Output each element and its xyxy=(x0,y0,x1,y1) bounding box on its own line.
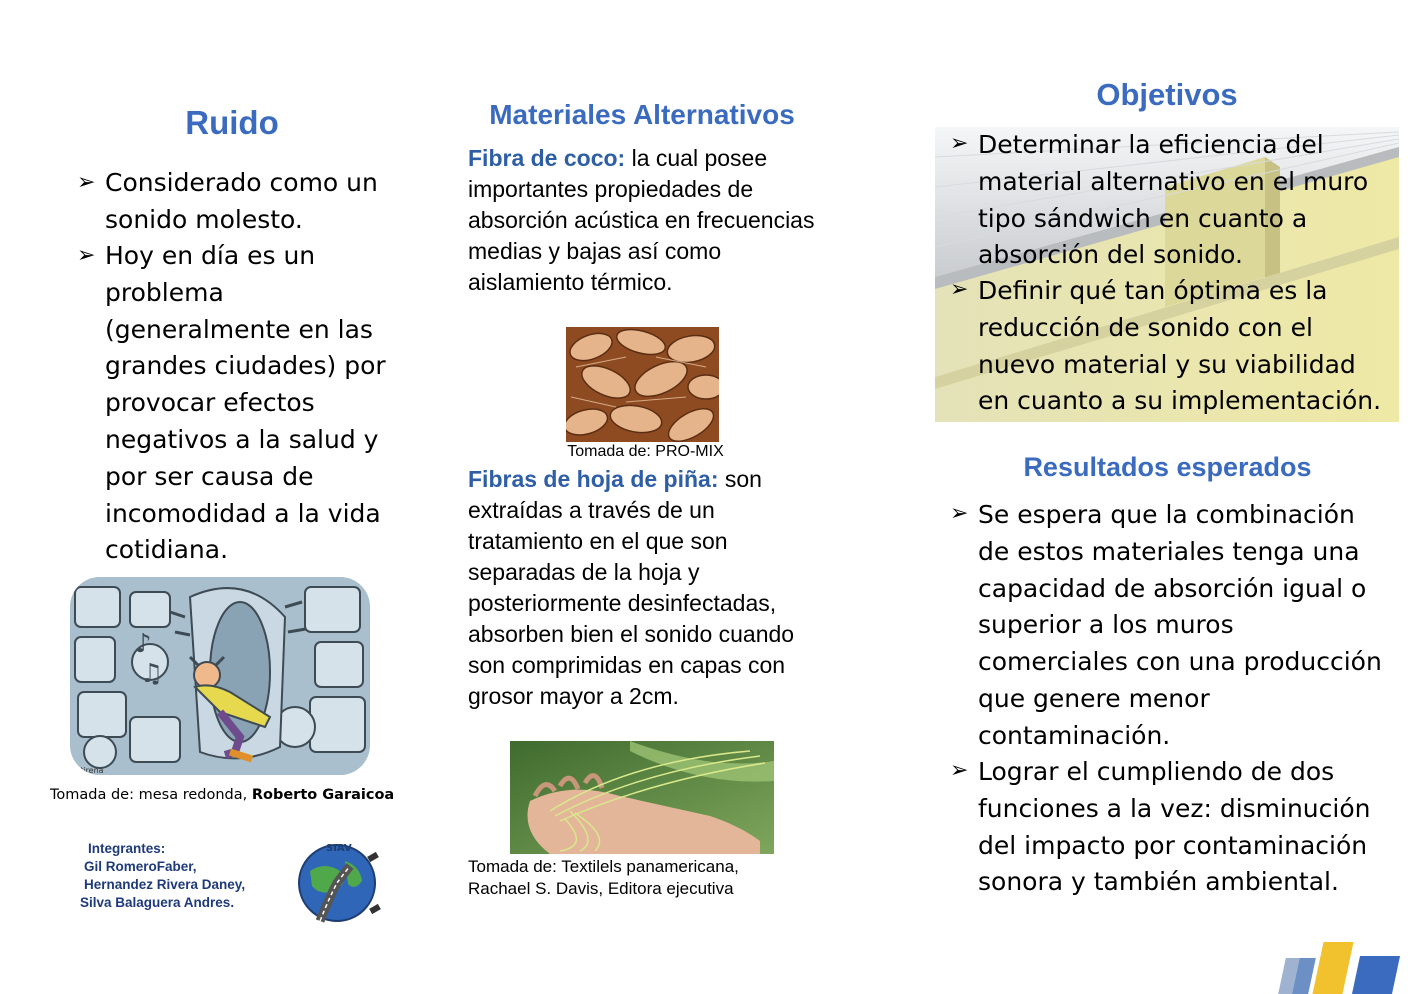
member-1: Gil RomeroFaber, xyxy=(84,859,197,874)
arrow-bullet-icon: ➢ xyxy=(950,277,969,302)
bullet-text: Considerado como un sonido molesto. xyxy=(105,168,378,234)
caption-author: Roberto Garaicoa xyxy=(251,787,395,803)
institution-seal xyxy=(290,836,385,926)
objective-2 xyxy=(950,273,1390,423)
arrow-bullet-icon: ➢ xyxy=(77,170,96,195)
result-text: Lograr el cumpliendo de dos funciones a la vez: disminución del impacto por contaminación sonora y también ambiental. xyxy=(978,757,1371,897)
objetivos-title: Objetivos xyxy=(1096,77,1238,112)
resultados-title: Resultados esperados xyxy=(1023,452,1312,482)
bullet-ruido-2 xyxy=(77,238,387,568)
hand-fiber-icon xyxy=(510,741,774,854)
arrow-bullet-icon: ➢ xyxy=(950,501,969,526)
arrow-bullet-icon: ➢ xyxy=(77,243,96,268)
coco-text: la cual posee importantes propiedades de absorción acústica en frecuencias medias y bajas así como aislamiento térmico. xyxy=(468,145,815,295)
coco-caption: Tomada de: PRO-MIX xyxy=(567,443,724,460)
member-3: Silva Balaguera Andres. xyxy=(80,895,235,910)
result-text: Se espera que la combinación de estos materiales tenga una capacidad de absorción igual o superior a los muros comerciales con una producción que genere menor contaminación. xyxy=(978,500,1382,750)
pina-fiber-image xyxy=(510,741,774,854)
objective-text: Determinar la eficiencia del material alternativo en el muro tipo sándwich en cuanto a absorción del sonido. xyxy=(978,130,1369,270)
svg-text:SIAV: SIAV xyxy=(326,843,352,854)
logo-bar-blue xyxy=(1352,956,1400,994)
cartoon-noise-image xyxy=(70,577,370,775)
pina-caption-line-1: Tomada de: Textilels panamericana, xyxy=(468,857,739,876)
bullet-text: Hoy en día es un problema (generalmente en las grandes ciudades) por provocar efectos negativos a la salud y por ser causa de incomodidad a la vida cotidiana. xyxy=(105,241,386,565)
result-1 xyxy=(950,497,1390,750)
members-label: Integrantes: xyxy=(88,841,166,856)
coco-paragraph xyxy=(468,143,823,298)
cartoon-noise-icon xyxy=(70,577,370,775)
globe-road-icon xyxy=(290,836,385,926)
arrow-bullet-icon: ➢ xyxy=(950,758,969,783)
bullet-ruido-1 xyxy=(77,165,387,239)
pina-lead: Fibras de hoja de piña: xyxy=(468,466,719,492)
coconut-fiber-icon xyxy=(566,327,719,442)
member-2: Hernandez Rivera Daney, xyxy=(84,877,246,892)
pina-paragraph xyxy=(468,464,823,712)
cartoon-caption xyxy=(50,787,430,803)
caption-prefix: Tomada de: mesa redonda, xyxy=(50,787,252,803)
pina-caption-line-2: Rachael S. Davis, Editora ejecutiva xyxy=(468,879,734,898)
svg-text:♫: ♫ xyxy=(140,659,164,689)
members-block xyxy=(80,840,290,912)
logo-bar-yellow xyxy=(1312,942,1353,994)
pina-text: son extraídas a través de un tratamiento en el que son separadas de la hoja y posteriormente desinfectadas, absorben bien el sonido cuando son comprimidas en capas con grosor mayor a 2cm. xyxy=(468,466,795,709)
coco-fiber-image xyxy=(566,327,719,442)
corner-logo xyxy=(1278,940,1403,994)
pina-caption xyxy=(468,856,828,900)
objective-1 xyxy=(950,127,1390,277)
coco-lead: Fibra de coco: xyxy=(468,145,626,171)
arrow-bullet-icon: ➢ xyxy=(950,131,969,156)
result-2 xyxy=(950,754,1390,904)
svg-text:artirena: artirena xyxy=(72,766,104,775)
materiales-title: Materiales Alternativos xyxy=(489,99,795,130)
svg-text:♪: ♪ xyxy=(135,629,152,659)
objective-text: Definir qué tan óptima es la reducción de sonido con el nuevo material y su viabilidad en cuanto a su implementación. xyxy=(978,276,1382,416)
ruido-title: Ruido xyxy=(185,104,279,141)
